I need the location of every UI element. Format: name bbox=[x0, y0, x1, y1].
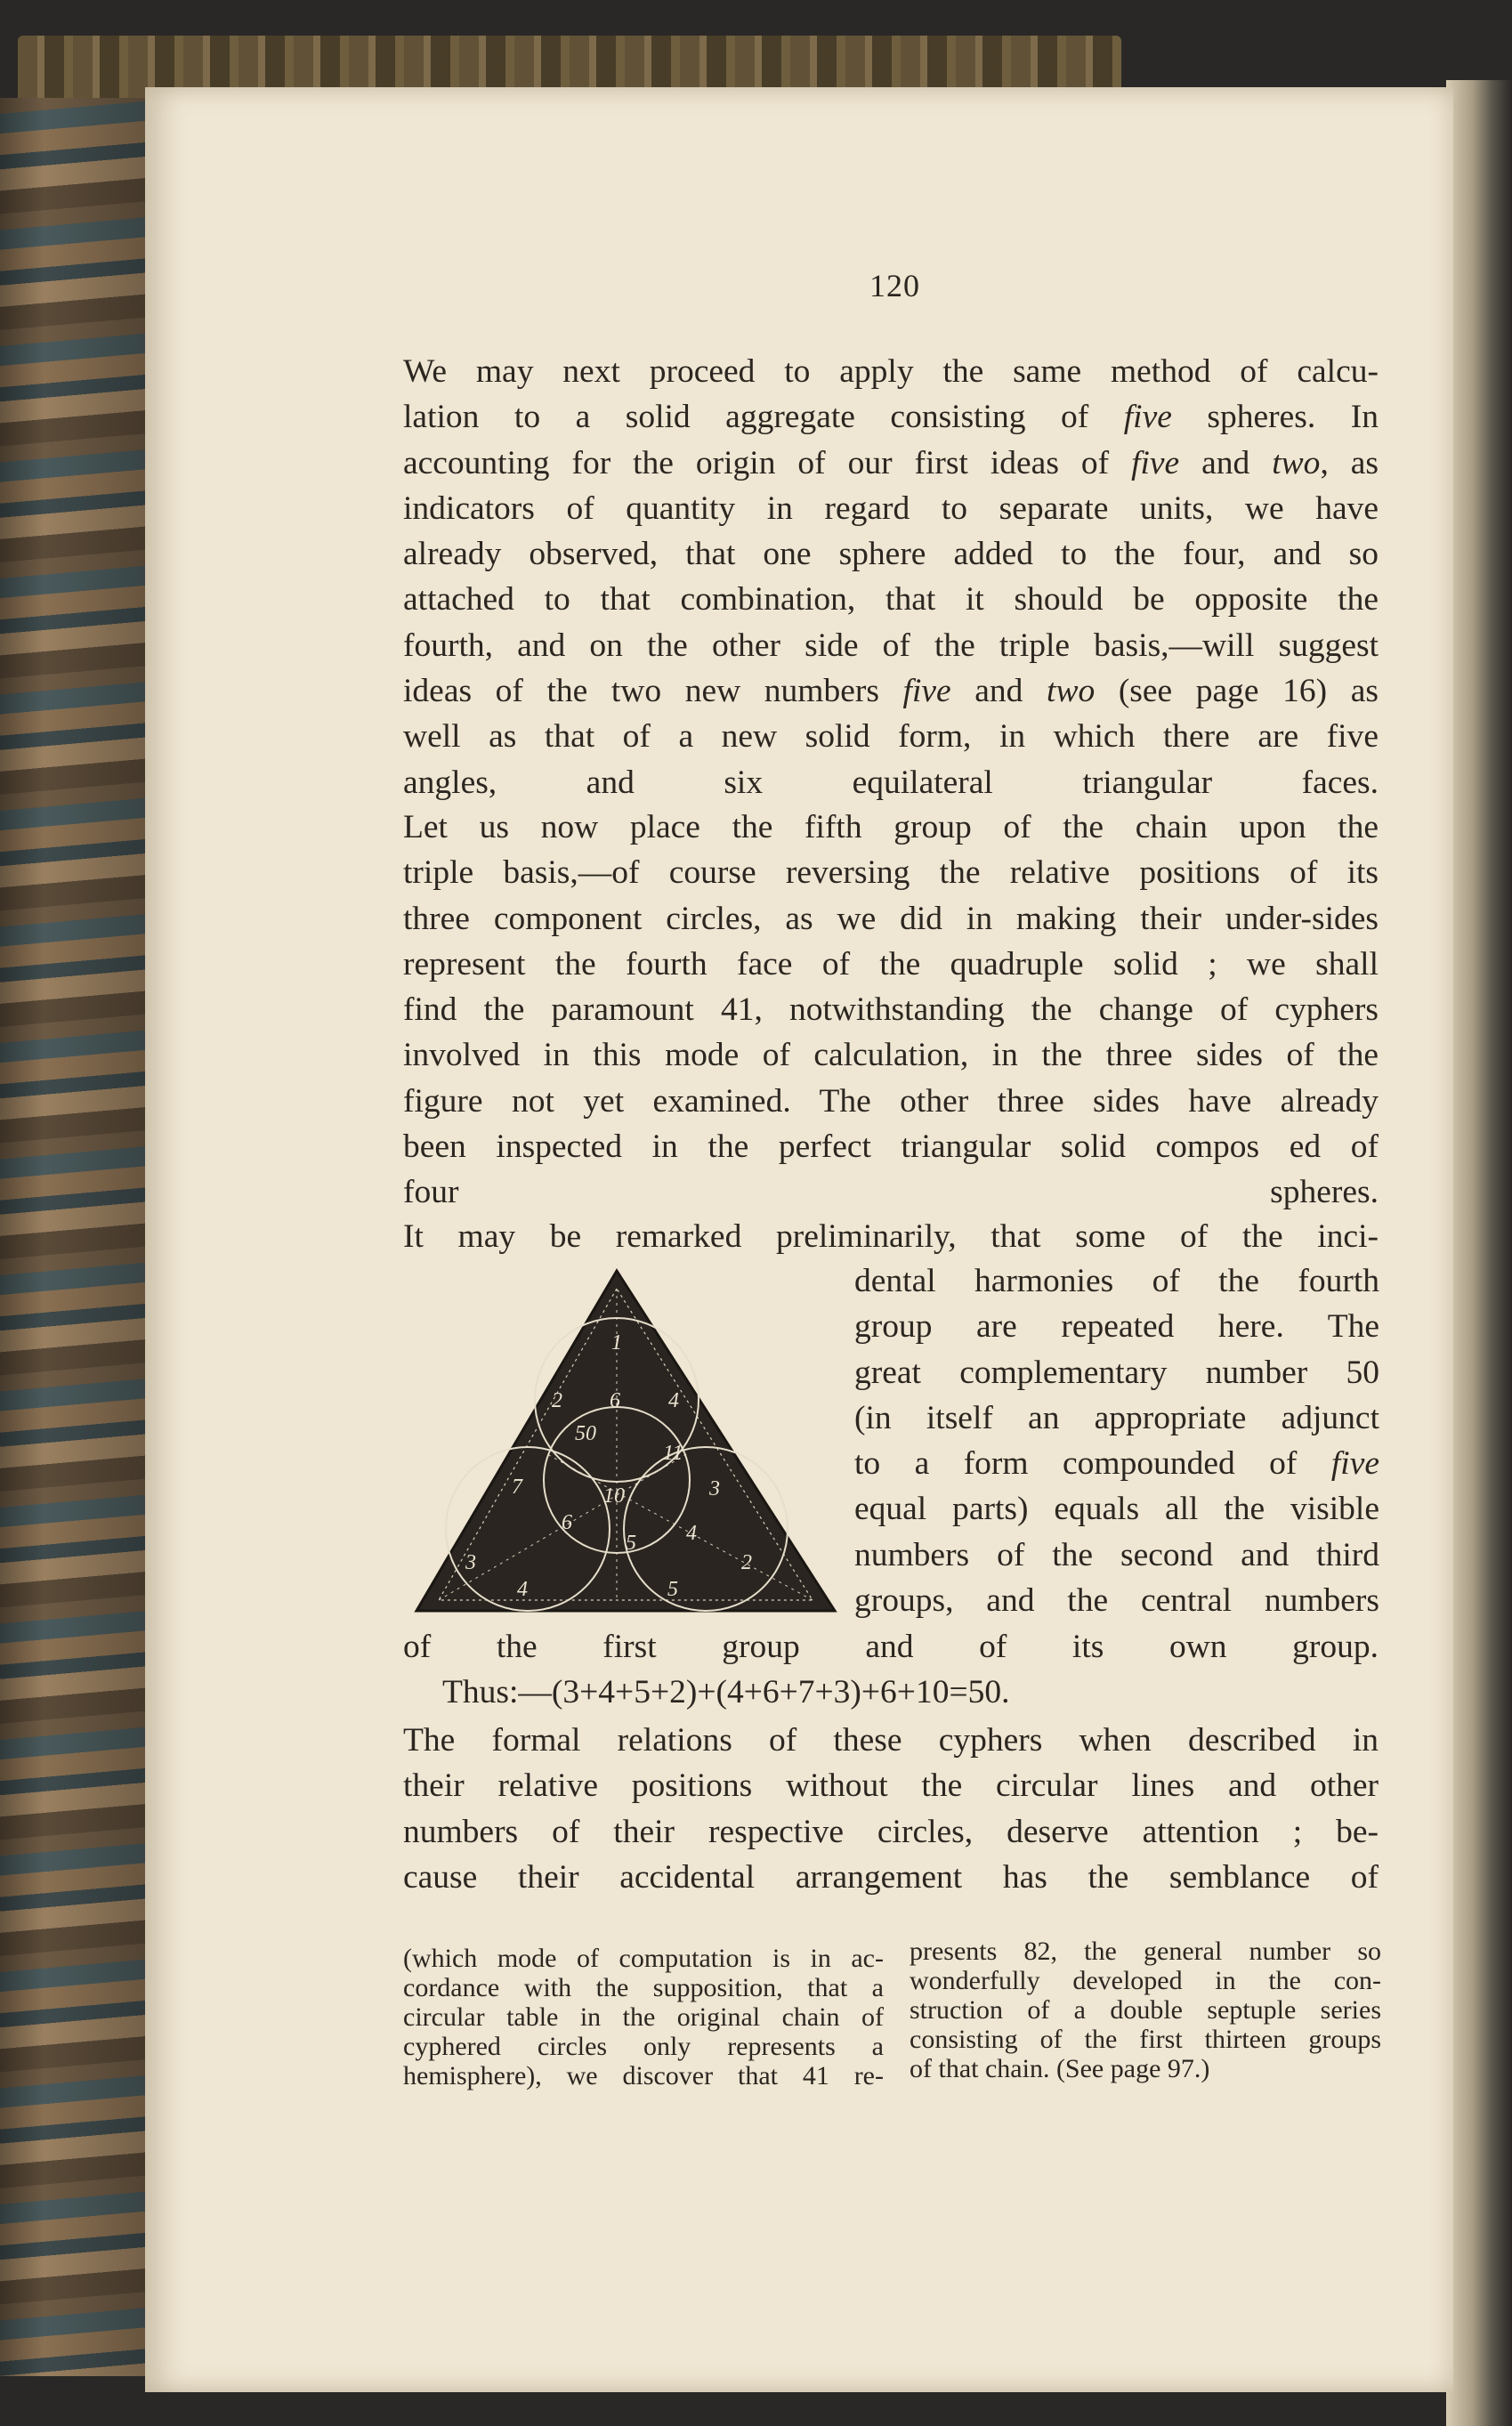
text-line: find the paramount 41, notwithstanding the change of cyphers bbox=[403, 991, 1379, 1029]
figure-number: 4 bbox=[517, 1578, 528, 1601]
text-line: attached to that combination, that it should be opposite the bbox=[403, 581, 1379, 619]
text-line: fourth, and on the other side of the triple basis,—will suggest bbox=[403, 627, 1379, 664]
footnote-line: presents 82, the general number so bbox=[910, 1937, 1381, 1966]
footnote-line: (which mode of computation is in ac- bbox=[403, 1944, 884, 1973]
text-line: great complementary number 50 bbox=[854, 1354, 1379, 1391]
formula-text: Thus:—(3+4+5+2)+(4+6+7+3)+6+10=50. bbox=[442, 1674, 1010, 1710]
text-line: of the first group and of its own group. bbox=[403, 1629, 1379, 1665]
text-line: ideas of the two new numbers five and two (see page 16) as bbox=[403, 673, 1379, 710]
paragraph-4 bbox=[403, 1718, 1379, 1900]
book-right-edge bbox=[1446, 80, 1512, 2426]
footnote-left-column bbox=[403, 1944, 884, 2090]
figure-number: 10 bbox=[603, 1484, 625, 1508]
triangle-circles-figure bbox=[412, 1262, 839, 1636]
figure-number: 4 bbox=[686, 1522, 697, 1545]
footnote-line: hemisphere), we discover that 41 re- bbox=[403, 2061, 884, 2090]
footnote-line: struction of a double septuple series bbox=[910, 1995, 1381, 2025]
figure-number: 6 bbox=[610, 1389, 620, 1412]
text-line: accounting for the origin of our first ideas of five and two, as bbox=[403, 444, 1379, 481]
footnote-line: consisting of the first thirteen groups bbox=[910, 2025, 1381, 2054]
text-line: involved in this mode of calculation, in the three sides of the bbox=[403, 1037, 1379, 1074]
text-line: to a form compounded of five bbox=[854, 1445, 1379, 1483]
footnote-line: of that chain. (See page 97.) bbox=[910, 2054, 1210, 2083]
text-line: lation to a solid aggregate consisting of five spheres. In bbox=[403, 399, 1379, 436]
paragraph-2 bbox=[403, 805, 1379, 1216]
text-line: represent the fourth face of the quadruple solid ; we shall bbox=[403, 945, 1379, 983]
text-line: numbers of the second and third bbox=[854, 1536, 1379, 1573]
text-line: three component circles, as we did in making their under-sides bbox=[403, 900, 1379, 937]
text-line: cause their accidental arrangement has the semblance of bbox=[403, 1858, 1379, 1896]
text-line: indicators of quantity in regard to separate units, we have bbox=[403, 489, 1379, 527]
text-line: Let us now place the fifth group of the chain upon the bbox=[403, 809, 1379, 845]
text-line: their relative positions without the circular lines and other bbox=[403, 1767, 1379, 1805]
text-line: (in itself an appropriate adjunct bbox=[854, 1399, 1379, 1436]
formula-line bbox=[403, 1670, 1379, 1715]
paragraph-1 bbox=[403, 349, 1379, 805]
text-line: been inspected in the perfect triangular solid compos ed of bbox=[403, 1128, 1379, 1166]
figure-number: 6 bbox=[562, 1511, 572, 1534]
figure-number: 1 bbox=[611, 1331, 622, 1355]
text-line: triple basis,—of course reversing the relative positions of its bbox=[403, 854, 1379, 892]
paragraph-3-first-line bbox=[403, 1214, 1379, 1259]
figure-number: 3 bbox=[465, 1551, 476, 1574]
text-line: groups, and the central numbers bbox=[854, 1582, 1379, 1620]
figure-number: 2 bbox=[741, 1551, 752, 1574]
figure-number: 2 bbox=[552, 1389, 562, 1412]
text-line: dental harmonies of the fourth bbox=[854, 1263, 1379, 1299]
figure-number: 5 bbox=[667, 1578, 678, 1601]
footnote-line: cordance with the supposition, that a bbox=[403, 1973, 884, 2002]
figure-number: 4 bbox=[668, 1389, 679, 1412]
text-line: figure not yet examined. The other three sides have already bbox=[403, 1082, 1379, 1120]
figure-number: 50 bbox=[575, 1422, 596, 1445]
figure-number: 3 bbox=[709, 1477, 720, 1500]
footnote-line: wonderfully developed in the con- bbox=[910, 1966, 1381, 1995]
text-line: numbers of their respective circles, deserve attention ; be- bbox=[403, 1813, 1379, 1850]
footnote-line: cyphered circles only represents a bbox=[403, 2032, 884, 2061]
text-line: already observed, that one sphere added to the four, and so bbox=[403, 536, 1379, 573]
text-line: angles, and six equilateral triangular faces. bbox=[403, 764, 1379, 801]
figure-number: 11 bbox=[663, 1442, 683, 1465]
text-line: group are repeated here. The bbox=[854, 1308, 1379, 1346]
page-number: 120 bbox=[869, 268, 920, 303]
text-line: We may next proceed to apply the same method of calcu- bbox=[403, 353, 1379, 390]
marbled-fore-edge bbox=[0, 98, 147, 2376]
figure-number: 5 bbox=[626, 1532, 636, 1555]
text-line: equal parts) equals all the visible bbox=[854, 1491, 1379, 1528]
text-line: well as that of a new solid form, in which there are five bbox=[403, 718, 1379, 756]
paragraph-3-wrapped bbox=[854, 1258, 1379, 1623]
text-line: The formal relations of these cyphers when described in bbox=[403, 1722, 1379, 1759]
figure-number: 7 bbox=[512, 1476, 522, 1499]
text-line: four spheres. bbox=[403, 1174, 1379, 1211]
footnote-right-column bbox=[910, 1937, 1381, 2083]
text-line: It may be remarked preliminarily, that some of the inci- bbox=[403, 1218, 1379, 1255]
footnote-line: circular table in the original chain of bbox=[403, 2002, 884, 2032]
